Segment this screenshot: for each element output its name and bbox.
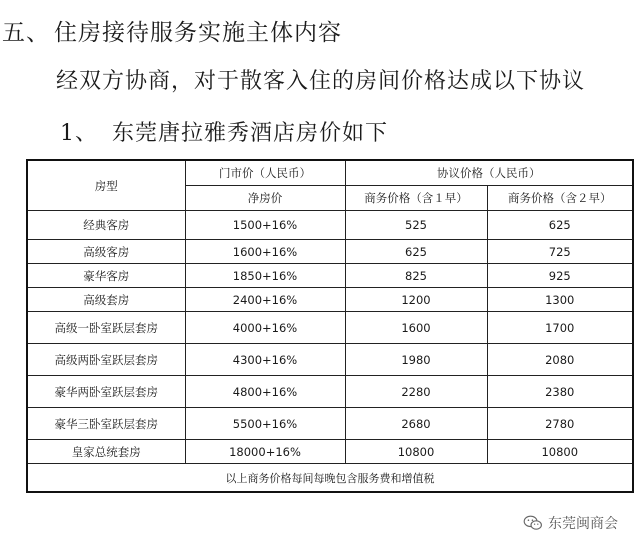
business-2-cell: 2080 [487, 344, 633, 376]
watermark-text: 东莞闽商会 [548, 516, 618, 532]
header-rack-rate: 门市价（人民币） [185, 160, 345, 186]
rack-rate-cell: 2400+16% [185, 288, 345, 312]
table-row [27, 264, 633, 288]
price-table [26, 159, 634, 493]
business-1-cell: 2680 [345, 408, 487, 440]
section-title: 住房接待服务实施主体内容 [54, 20, 342, 46]
rack-rate-cell: 1500+16% [185, 211, 345, 240]
business-1-cell: 2280 [345, 376, 487, 408]
table-row [27, 240, 633, 264]
header-business-2: 商务价格（含２早） [487, 186, 633, 211]
business-2-cell: 1300 [487, 288, 633, 312]
table-row [27, 376, 633, 408]
header-business-1: 商务价格（含１早） [345, 186, 487, 211]
header-room-type: 房型 [27, 160, 185, 211]
room-type-cell: 皇家总统套房 [27, 440, 185, 464]
table-row [27, 344, 633, 376]
intro-text: 经双方协商，对于散客入住的房间价格达成以下协议 [56, 69, 586, 94]
room-type-cell: 经典客房 [27, 211, 185, 240]
rack-rate-cell: 4300+16% [185, 344, 345, 376]
table-row [27, 408, 633, 440]
section-heading [2, 14, 342, 47]
business-1-cell: 625 [345, 240, 487, 264]
wechat-icon [523, 515, 543, 531]
subsection-number: 1、 [60, 121, 98, 146]
subsection-title: 东莞唐拉雅秀酒店房价如下 [112, 121, 389, 146]
room-type-cell: 豪华两卧室跃层套房 [27, 376, 185, 408]
business-1-cell: 825 [345, 264, 487, 288]
section-number: 五、 [2, 20, 50, 46]
business-1-cell: 1980 [345, 344, 487, 376]
rack-rate-cell: 18000+16% [185, 440, 345, 464]
business-2-cell: 925 [487, 264, 633, 288]
business-1-cell: 10800 [345, 440, 487, 464]
business-2-cell: 625 [487, 211, 633, 240]
table-header-row [27, 160, 633, 186]
table-footer-row [27, 464, 633, 493]
rack-rate-cell: 1600+16% [185, 240, 345, 264]
watermark [523, 513, 618, 533]
business-2-cell: 1700 [487, 312, 633, 344]
header-net-rate: 净房价 [185, 186, 345, 211]
table-footer-note: 以上商务价格每间每晚包含服务费和增值税 [27, 464, 633, 493]
rack-rate-cell: 5500+16% [185, 408, 345, 440]
business-1-cell: 1600 [345, 312, 487, 344]
room-type-cell: 豪华三卧室跃层套房 [27, 408, 185, 440]
header-agreed-price: 协议价格（人民币） [345, 160, 633, 186]
table-row [27, 312, 633, 344]
subsection-heading [60, 116, 388, 147]
rack-rate-cell: 1850+16% [185, 264, 345, 288]
room-type-cell: 高级客房 [27, 240, 185, 264]
room-type-cell: 高级套房 [27, 288, 185, 312]
business-2-cell: 2780 [487, 408, 633, 440]
business-1-cell: 525 [345, 211, 487, 240]
table-row [27, 211, 633, 240]
table-row [27, 288, 633, 312]
room-type-cell: 高级两卧室跃层套房 [27, 344, 185, 376]
room-type-cell: 高级一卧室跃层套房 [27, 312, 185, 344]
business-2-cell: 10800 [487, 440, 633, 464]
rack-rate-cell: 4000+16% [185, 312, 345, 344]
room-type-cell: 豪华客房 [27, 264, 185, 288]
table-row [27, 440, 633, 464]
rack-rate-cell: 4800+16% [185, 376, 345, 408]
business-2-cell: 725 [487, 240, 633, 264]
business-1-cell: 1200 [345, 288, 487, 312]
business-2-cell: 2380 [487, 376, 633, 408]
